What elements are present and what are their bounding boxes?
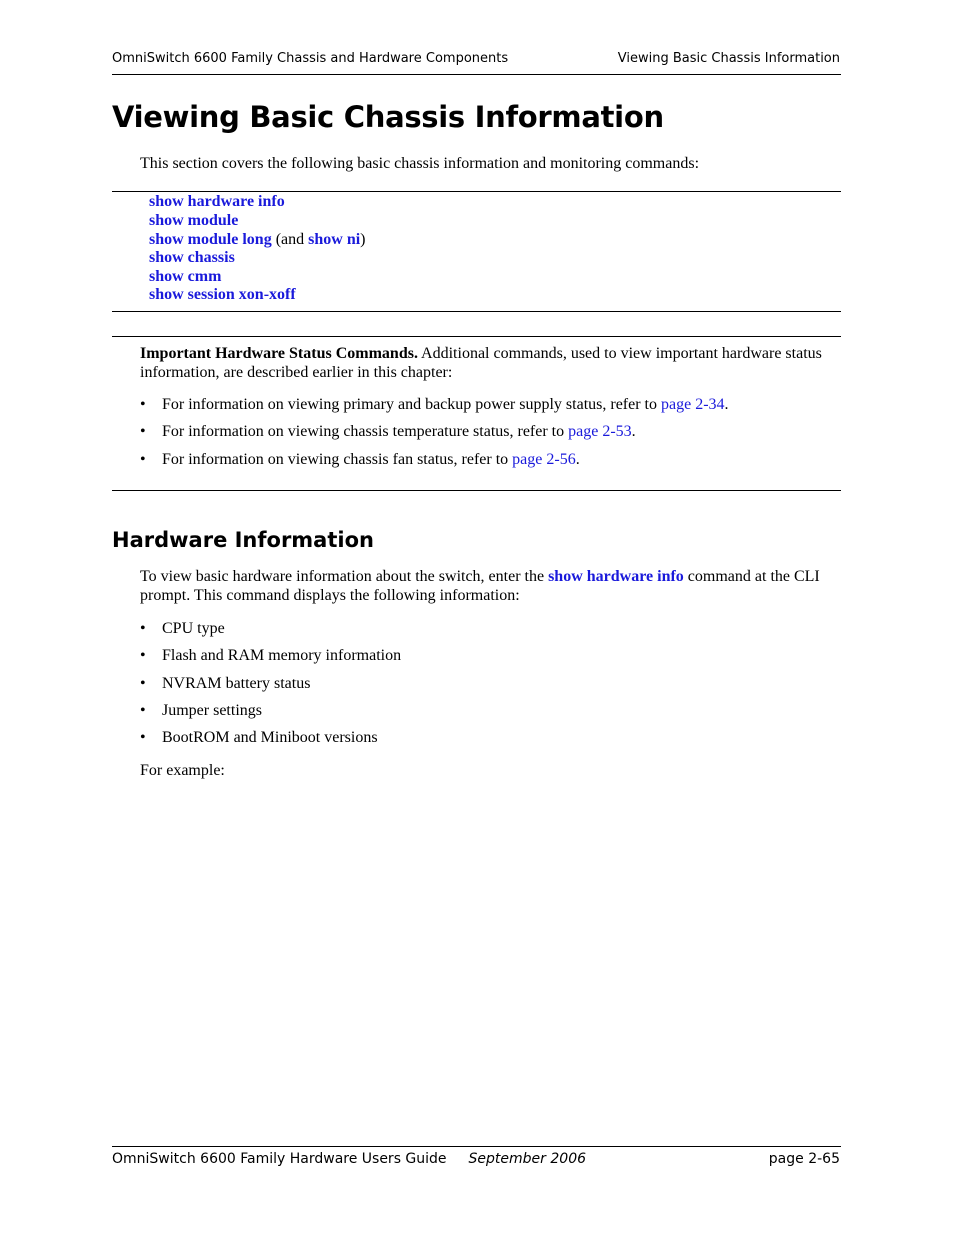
page-link-2-56[interactable]: page 2-56 xyxy=(512,451,576,468)
bullet-period: . xyxy=(575,451,580,468)
intro-paragraph: This section covers the following basic chassis information and monitoring commands: xyxy=(140,155,700,172)
command-link-show-hardware-info-inline[interactable]: show hardware info xyxy=(548,568,684,585)
page-link-2-53[interactable]: page 2-53 xyxy=(568,423,632,440)
bullet-icon: • xyxy=(140,451,146,468)
header-book-title: OmniSwitch 6600 Family Chassis and Hardware Components xyxy=(112,51,509,66)
bullet-icon: • xyxy=(140,620,146,637)
list-item-text: NVRAM battery status xyxy=(162,675,311,692)
list-item-text: BootROM and Miniboot versions xyxy=(162,729,378,746)
example-label: For example: xyxy=(140,762,225,779)
section-paragraph xyxy=(140,567,842,605)
command-link-show-cmm[interactable]: show cmm xyxy=(149,268,222,285)
bullet-icon: • xyxy=(140,396,146,413)
footer-date: September 2006 xyxy=(468,1151,587,1167)
section-text-a: To view basic hardware information about the switch, enter the xyxy=(140,568,549,585)
page-title: Viewing Basic Chassis Information xyxy=(112,100,664,134)
command-aside-text: (and xyxy=(271,231,309,248)
command-item xyxy=(149,285,296,304)
running-header xyxy=(112,51,840,66)
bullet-icon: • xyxy=(140,423,146,440)
command-link-show-hardware-info[interactable]: show hardware info xyxy=(149,193,285,210)
command-link-show-module[interactable]: show module xyxy=(149,212,239,229)
bullet-icon: • xyxy=(140,647,146,664)
page-link-2-34[interactable]: page 2-34 xyxy=(661,396,725,413)
bullet-text: For information on viewing chassis fan status, refer to xyxy=(162,451,513,468)
note-paragraph xyxy=(140,344,842,382)
header-rule xyxy=(112,74,841,75)
section-heading: Hardware Information xyxy=(112,528,374,552)
command-link-show-ni[interactable]: show ni xyxy=(308,231,361,248)
note-text: Additional commands, used to view important hardware status information, are described earlier in this chapter: xyxy=(140,345,822,381)
command-item xyxy=(149,267,221,286)
section-text-b: command at the CLI prompt. This command displays the following information: xyxy=(140,568,820,604)
command-link-show-session-xon-xoff[interactable]: show session xon-xoff xyxy=(149,286,296,303)
command-item xyxy=(149,192,285,211)
header-section-title: Viewing Basic Chassis Information xyxy=(617,51,840,66)
commands-bottom-rule xyxy=(112,311,841,312)
bullet-icon: • xyxy=(140,675,146,692)
list-item-text: Jumper settings xyxy=(162,702,262,719)
page-footer xyxy=(112,1151,840,1167)
command-link-show-chassis[interactable]: show chassis xyxy=(149,249,235,266)
bullet-text: For information on viewing primary and backup power supply status, refer to xyxy=(162,396,661,413)
command-item xyxy=(149,230,366,249)
bullet-icon: • xyxy=(140,729,146,746)
note-lead-in: Important Hardware Status Commands. xyxy=(140,345,418,362)
note-top-rule xyxy=(112,336,841,337)
command-item xyxy=(149,211,238,230)
footer-page-number: page 2-65 xyxy=(768,1151,840,1167)
bullet-period: . xyxy=(724,396,729,413)
bullet-period: . xyxy=(631,423,636,440)
bullet-icon: • xyxy=(140,702,146,719)
command-item xyxy=(149,248,235,267)
command-aside-close: ) xyxy=(360,231,366,248)
footer-guide-title: OmniSwitch 6600 Family Hardware Users Guide xyxy=(112,1151,447,1167)
list-item-text: Flash and RAM memory information xyxy=(162,647,402,664)
list-item-text: CPU type xyxy=(162,620,225,637)
note-bottom-rule xyxy=(112,490,841,491)
bullet-text: For information on viewing chassis temperature status, refer to xyxy=(162,423,569,440)
command-link-show-module-long[interactable]: show module long xyxy=(149,231,272,248)
footer-rule xyxy=(112,1146,841,1147)
